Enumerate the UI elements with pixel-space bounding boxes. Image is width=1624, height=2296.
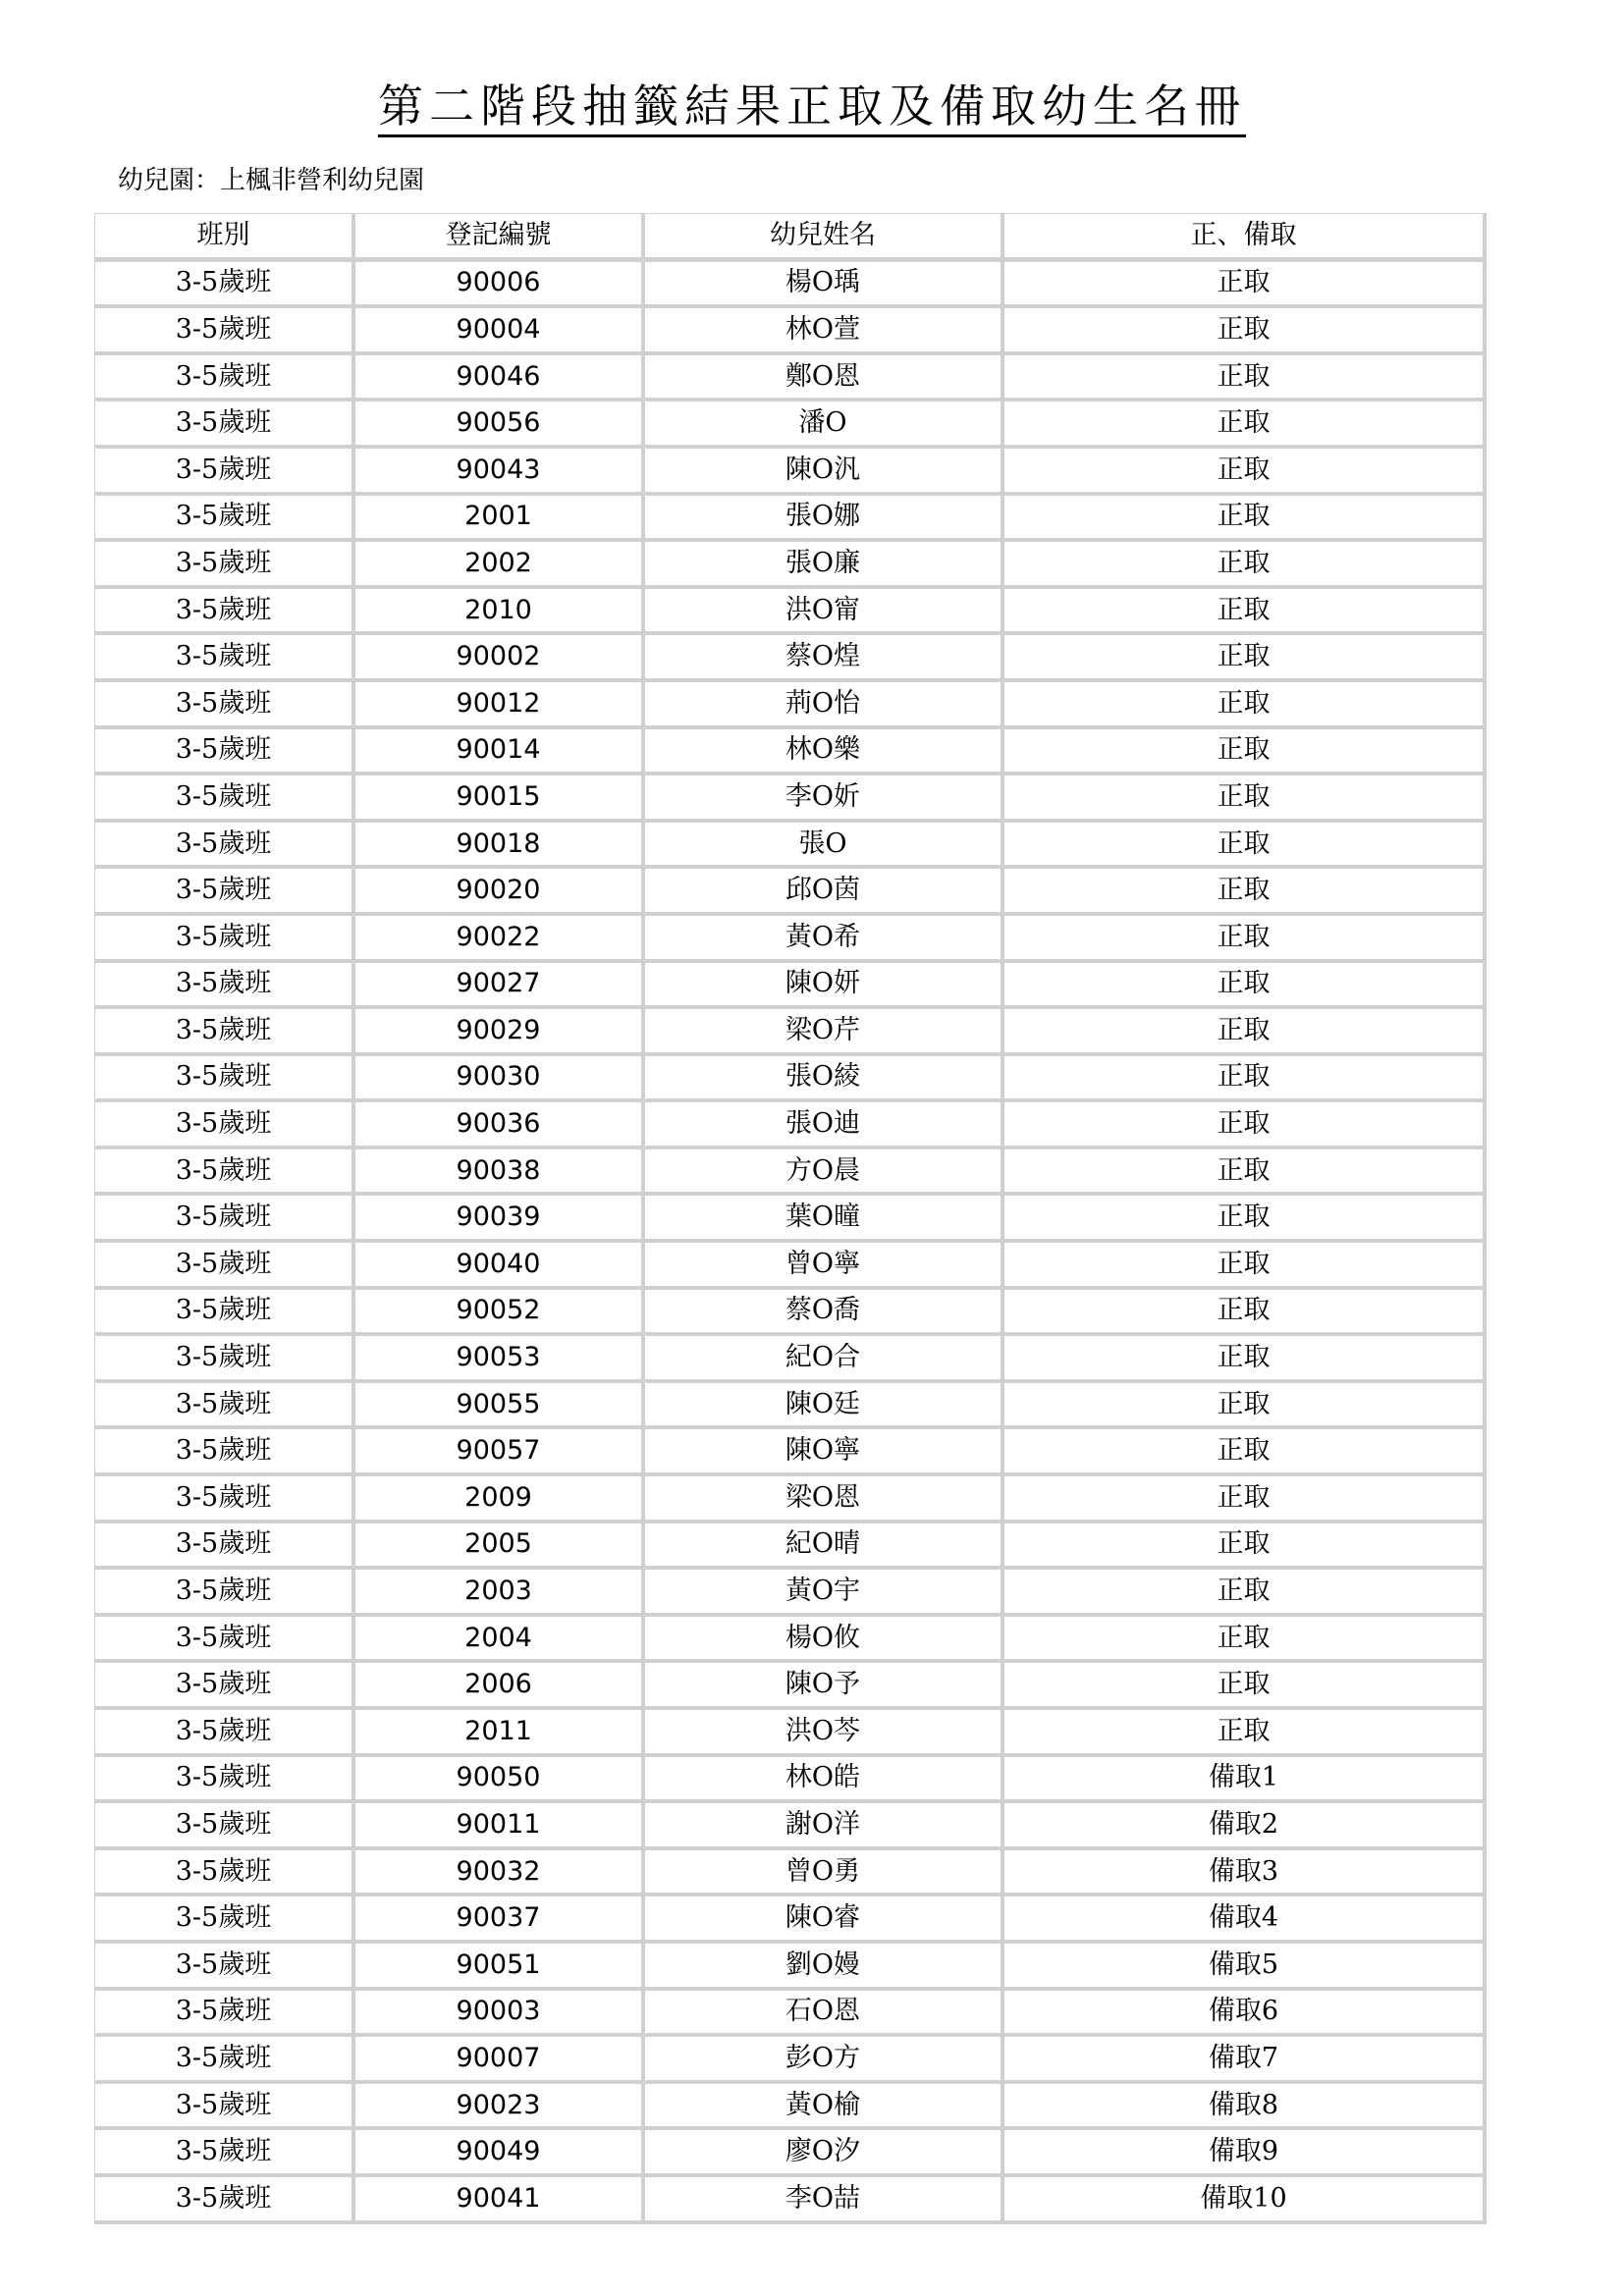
class-cell: 3-5歲班 bbox=[94, 1757, 355, 1804]
child-name-cell: 廖O汐 bbox=[645, 2130, 1004, 2177]
registration-number-cell: 90023 bbox=[355, 2084, 645, 2131]
admission-status-cell: 正取 bbox=[1004, 635, 1487, 682]
admission-status-cell: 正取 bbox=[1004, 1710, 1487, 1757]
class-cell: 3-5歲班 bbox=[94, 1290, 355, 1337]
table-row bbox=[94, 1617, 1487, 1664]
admission-roster-table bbox=[94, 213, 1487, 2224]
child-name-cell: 葉O曈 bbox=[645, 1196, 1004, 1243]
class-cell: 3-5歲班 bbox=[94, 1570, 355, 1617]
table-row bbox=[94, 1476, 1487, 1523]
admission-status-cell: 正取 bbox=[1004, 823, 1487, 870]
child-name-cell: 蔡O煌 bbox=[645, 635, 1004, 682]
child-name-cell: 黃O宇 bbox=[645, 1570, 1004, 1617]
registration-number-cell: 90051 bbox=[355, 1944, 645, 1991]
table-row bbox=[94, 1663, 1487, 1710]
child-name-cell: 李O喆 bbox=[645, 2177, 1004, 2224]
child-name-cell: 林O萱 bbox=[645, 308, 1004, 355]
table-row bbox=[94, 1102, 1487, 1149]
class-cell: 3-5歲班 bbox=[94, 775, 355, 823]
child-name-cell: 洪O甯 bbox=[645, 589, 1004, 636]
admission-status-cell: 正取 bbox=[1004, 1617, 1487, 1664]
class-cell: 3-5歲班 bbox=[94, 1149, 355, 1197]
class-cell: 3-5歲班 bbox=[94, 1056, 355, 1103]
class-cell: 3-5歲班 bbox=[94, 1850, 355, 1897]
table-row bbox=[94, 542, 1487, 589]
registration-number-cell: 90002 bbox=[355, 635, 645, 682]
child-name-cell: 梁O恩 bbox=[645, 1476, 1004, 1523]
class-cell: 3-5歲班 bbox=[94, 1710, 355, 1757]
table-row bbox=[94, 1991, 1487, 2038]
table-row bbox=[94, 1757, 1487, 1804]
admission-status-cell: 備取6 bbox=[1004, 1991, 1487, 2038]
registration-number-cell: 90043 bbox=[355, 449, 645, 496]
admission-status-cell: 正取 bbox=[1004, 1056, 1487, 1103]
child-name-cell: 林O樂 bbox=[645, 729, 1004, 776]
class-cell: 3-5歲班 bbox=[94, 1803, 355, 1850]
admission-status-cell: 正取 bbox=[1004, 1383, 1487, 1430]
registration-number-cell: 90050 bbox=[355, 1757, 645, 1804]
registration-number-cell: 90004 bbox=[355, 308, 645, 355]
child-name-cell: 楊O攸 bbox=[645, 1617, 1004, 1664]
registration-number-cell: 90014 bbox=[355, 729, 645, 776]
registration-number-cell: 90015 bbox=[355, 775, 645, 823]
registration-number-cell: 2006 bbox=[355, 1663, 645, 1710]
table-row bbox=[94, 2084, 1487, 2131]
class-cell: 3-5歲班 bbox=[94, 1383, 355, 1430]
registration-number-cell: 90022 bbox=[355, 916, 645, 963]
child-name-cell: 邱O茵 bbox=[645, 869, 1004, 916]
class-cell: 3-5歲班 bbox=[94, 589, 355, 636]
admission-status-cell: 正取 bbox=[1004, 1476, 1487, 1523]
child-name-cell: 陳O妍 bbox=[645, 963, 1004, 1010]
admission-status-cell: 備取5 bbox=[1004, 1944, 1487, 1991]
admission-status-cell: 正取 bbox=[1004, 1196, 1487, 1243]
registration-number-cell: 90018 bbox=[355, 823, 645, 870]
table-row bbox=[94, 496, 1487, 543]
admission-status-cell: 備取2 bbox=[1004, 1803, 1487, 1850]
registration-number-cell: 2004 bbox=[355, 1617, 645, 1664]
admission-status-cell: 正取 bbox=[1004, 1009, 1487, 1056]
table-row bbox=[94, 1850, 1487, 1897]
registration-number-cell: 90006 bbox=[355, 261, 645, 309]
admission-status-cell: 備取4 bbox=[1004, 1896, 1487, 1944]
table-row bbox=[94, 1383, 1487, 1430]
kindergarten-label: 幼兒園：上楓非營利幼兒園 bbox=[118, 166, 425, 195]
table-row bbox=[94, 1290, 1487, 1337]
child-name-cell: 陳O廷 bbox=[645, 1383, 1004, 1430]
registration-number-cell: 2003 bbox=[355, 1570, 645, 1617]
admission-status-cell: 正取 bbox=[1004, 916, 1487, 963]
admission-status-cell: 正取 bbox=[1004, 1663, 1487, 1710]
child-name-cell: 陳O予 bbox=[645, 1663, 1004, 1710]
table-row bbox=[94, 1149, 1487, 1197]
child-name-cell: 謝O洋 bbox=[645, 1803, 1004, 1850]
child-name-cell: 曾O寧 bbox=[645, 1243, 1004, 1290]
admission-status-cell: 正取 bbox=[1004, 682, 1487, 729]
child-name-cell: 潘O bbox=[645, 401, 1004, 449]
admission-status-cell: 正取 bbox=[1004, 496, 1487, 543]
admission-status-cell: 備取3 bbox=[1004, 1850, 1487, 1897]
child-name-cell: 張O娜 bbox=[645, 496, 1004, 543]
child-name-cell: 紀O合 bbox=[645, 1336, 1004, 1383]
table-row bbox=[94, 2037, 1487, 2084]
table-row bbox=[94, 1429, 1487, 1476]
child-name-cell: 劉O嫚 bbox=[645, 1944, 1004, 1991]
class-cell: 3-5歲班 bbox=[94, 308, 355, 355]
admission-status-cell: 正取 bbox=[1004, 449, 1487, 496]
admission-status-cell: 正取 bbox=[1004, 1570, 1487, 1617]
registration-number-cell: 90040 bbox=[355, 1243, 645, 1290]
registration-number-cell: 90030 bbox=[355, 1056, 645, 1103]
registration-number-cell: 90032 bbox=[355, 1850, 645, 1897]
class-cell: 3-5歲班 bbox=[94, 2177, 355, 2224]
admission-status-cell: 正取 bbox=[1004, 1149, 1487, 1197]
child-name-cell: 黃O榆 bbox=[645, 2084, 1004, 2131]
class-cell: 3-5歲班 bbox=[94, 355, 355, 402]
registration-number-cell: 90056 bbox=[355, 401, 645, 449]
registration-number-cell: 90007 bbox=[355, 2037, 645, 2084]
child-name-cell: 蔡O喬 bbox=[645, 1290, 1004, 1337]
class-cell: 3-5歲班 bbox=[94, 1944, 355, 1991]
table-row bbox=[94, 1803, 1487, 1850]
registration-number-cell: 90055 bbox=[355, 1383, 645, 1430]
header-child-name: 幼兒姓名 bbox=[645, 213, 1004, 261]
table-row bbox=[94, 401, 1487, 449]
registration-number-cell: 90011 bbox=[355, 1803, 645, 1850]
class-cell: 3-5歲班 bbox=[94, 1663, 355, 1710]
child-name-cell: 方O晨 bbox=[645, 1149, 1004, 1197]
registration-number-cell: 90057 bbox=[355, 1429, 645, 1476]
table-row bbox=[94, 2130, 1487, 2177]
child-name-cell: 陳O汎 bbox=[645, 449, 1004, 496]
table-row bbox=[94, 775, 1487, 823]
table-row bbox=[94, 449, 1487, 496]
child-name-cell: 鄭O恩 bbox=[645, 355, 1004, 402]
admission-status-cell: 正取 bbox=[1004, 1290, 1487, 1337]
table-row bbox=[94, 1896, 1487, 1944]
table-row bbox=[94, 1196, 1487, 1243]
registration-number-cell: 2001 bbox=[355, 496, 645, 543]
class-cell: 3-5歲班 bbox=[94, 1991, 355, 2038]
class-cell: 3-5歲班 bbox=[94, 729, 355, 776]
class-cell: 3-5歲班 bbox=[94, 1476, 355, 1523]
registration-number-cell: 2011 bbox=[355, 1710, 645, 1757]
registration-number-cell: 90027 bbox=[355, 963, 645, 1010]
table-row bbox=[94, 355, 1487, 402]
admission-status-cell: 正取 bbox=[1004, 1243, 1487, 1290]
table-row bbox=[94, 1523, 1487, 1571]
admission-status-cell: 正取 bbox=[1004, 308, 1487, 355]
table-body bbox=[94, 261, 1487, 2224]
admission-status-cell: 正取 bbox=[1004, 775, 1487, 823]
class-cell: 3-5歲班 bbox=[94, 1896, 355, 1944]
class-cell: 3-5歲班 bbox=[94, 869, 355, 916]
header-class: 班別 bbox=[94, 213, 355, 261]
registration-number-cell: 90003 bbox=[355, 1991, 645, 2038]
class-cell: 3-5歲班 bbox=[94, 401, 355, 449]
class-cell: 3-5歲班 bbox=[94, 963, 355, 1010]
registration-number-cell: 2002 bbox=[355, 542, 645, 589]
registration-number-cell: 90053 bbox=[355, 1336, 645, 1383]
class-cell: 3-5歲班 bbox=[94, 682, 355, 729]
class-cell: 3-5歲班 bbox=[94, 1009, 355, 1056]
admission-status-cell: 正取 bbox=[1004, 261, 1487, 309]
table-row bbox=[94, 1336, 1487, 1383]
table-row bbox=[94, 1710, 1487, 1757]
table-row bbox=[94, 2177, 1487, 2224]
admission-status-cell: 正取 bbox=[1004, 401, 1487, 449]
admission-status-cell: 正取 bbox=[1004, 355, 1487, 402]
admission-status-cell: 正取 bbox=[1004, 589, 1487, 636]
class-cell: 3-5歲班 bbox=[94, 2037, 355, 2084]
table-row bbox=[94, 1243, 1487, 1290]
registration-number-cell: 90029 bbox=[355, 1009, 645, 1056]
admission-status-cell: 備取7 bbox=[1004, 2037, 1487, 2084]
admission-status-cell: 正取 bbox=[1004, 729, 1487, 776]
table-row bbox=[94, 1944, 1487, 1991]
table-row bbox=[94, 589, 1487, 636]
registration-number-cell: 90041 bbox=[355, 2177, 645, 2224]
table-row bbox=[94, 823, 1487, 870]
admission-status-cell: 備取8 bbox=[1004, 2084, 1487, 2131]
table-header-row bbox=[94, 213, 1487, 261]
registration-number-cell: 2010 bbox=[355, 589, 645, 636]
admission-status-cell: 正取 bbox=[1004, 963, 1487, 1010]
table-row bbox=[94, 729, 1487, 776]
registration-number-cell: 90046 bbox=[355, 355, 645, 402]
admission-status-cell: 正取 bbox=[1004, 1102, 1487, 1149]
table-row bbox=[94, 635, 1487, 682]
registration-number-cell: 90049 bbox=[355, 2130, 645, 2177]
registration-number-cell: 90038 bbox=[355, 1149, 645, 1197]
registration-number-cell: 2005 bbox=[355, 1523, 645, 1571]
registration-number-cell: 90012 bbox=[355, 682, 645, 729]
child-name-cell: 洪O芩 bbox=[645, 1710, 1004, 1757]
class-cell: 3-5歲班 bbox=[94, 496, 355, 543]
class-cell: 3-5歲班 bbox=[94, 542, 355, 589]
child-name-cell: 黃O希 bbox=[645, 916, 1004, 963]
child-name-cell: 石O恩 bbox=[645, 1991, 1004, 2038]
registration-number-cell: 90039 bbox=[355, 1196, 645, 1243]
class-cell: 3-5歲班 bbox=[94, 2084, 355, 2131]
class-cell: 3-5歲班 bbox=[94, 1196, 355, 1243]
child-name-cell: 陳O睿 bbox=[645, 1896, 1004, 1944]
admission-status-cell: 正取 bbox=[1004, 1429, 1487, 1476]
registration-number-cell: 90037 bbox=[355, 1896, 645, 1944]
class-cell: 3-5歲班 bbox=[94, 261, 355, 309]
class-cell: 3-5歲班 bbox=[94, 1102, 355, 1149]
registration-number-cell: 90052 bbox=[355, 1290, 645, 1337]
class-cell: 3-5歲班 bbox=[94, 1243, 355, 1290]
child-name-cell: 林O皓 bbox=[645, 1757, 1004, 1804]
class-cell: 3-5歲班 bbox=[94, 1336, 355, 1383]
child-name-cell: 張O bbox=[645, 823, 1004, 870]
child-name-cell: 荊O怡 bbox=[645, 682, 1004, 729]
class-cell: 3-5歲班 bbox=[94, 1429, 355, 1476]
class-cell: 3-5歲班 bbox=[94, 823, 355, 870]
child-name-cell: 張O綾 bbox=[645, 1056, 1004, 1103]
registration-number-cell: 90036 bbox=[355, 1102, 645, 1149]
child-name-cell: 彭O方 bbox=[645, 2037, 1004, 2084]
class-cell: 3-5歲班 bbox=[94, 916, 355, 963]
header-registration-number: 登記編號 bbox=[355, 213, 645, 261]
child-name-cell: 梁O芹 bbox=[645, 1009, 1004, 1056]
table-row bbox=[94, 869, 1487, 916]
admission-status-cell: 正取 bbox=[1004, 542, 1487, 589]
table-row bbox=[94, 1056, 1487, 1103]
admission-status-cell: 備取9 bbox=[1004, 2130, 1487, 2177]
admission-status-cell: 備取1 bbox=[1004, 1757, 1487, 1804]
document-title bbox=[0, 77, 1624, 135]
child-name-cell: 李O妡 bbox=[645, 775, 1004, 823]
table-row bbox=[94, 682, 1487, 729]
class-cell: 3-5歲班 bbox=[94, 449, 355, 496]
child-name-cell: 張O迪 bbox=[645, 1102, 1004, 1149]
table-row bbox=[94, 1009, 1487, 1056]
table-row bbox=[94, 1570, 1487, 1617]
admission-status-cell: 正取 bbox=[1004, 869, 1487, 916]
registration-number-cell: 90020 bbox=[355, 869, 645, 916]
child-name-cell: 紀O晴 bbox=[645, 1523, 1004, 1571]
child-name-cell: 張O廉 bbox=[645, 542, 1004, 589]
header-admission-status: 正、備取 bbox=[1004, 213, 1487, 261]
class-cell: 3-5歲班 bbox=[94, 2130, 355, 2177]
table-row bbox=[94, 308, 1487, 355]
registration-number-cell: 2009 bbox=[355, 1476, 645, 1523]
table-row bbox=[94, 963, 1487, 1010]
table-row bbox=[94, 261, 1487, 309]
class-cell: 3-5歲班 bbox=[94, 635, 355, 682]
child-name-cell: 楊O瑀 bbox=[645, 261, 1004, 309]
admission-status-cell: 正取 bbox=[1004, 1523, 1487, 1571]
admission-status-cell: 正取 bbox=[1004, 1336, 1487, 1383]
child-name-cell: 曾O勇 bbox=[645, 1850, 1004, 1897]
document-title-text: 第二階段抽籤結果正取及備取幼生名冊 bbox=[378, 80, 1246, 137]
child-name-cell: 陳O寧 bbox=[645, 1429, 1004, 1476]
table-row bbox=[94, 916, 1487, 963]
class-cell: 3-5歲班 bbox=[94, 1617, 355, 1664]
class-cell: 3-5歲班 bbox=[94, 1523, 355, 1571]
admission-status-cell: 備取10 bbox=[1004, 2177, 1487, 2224]
